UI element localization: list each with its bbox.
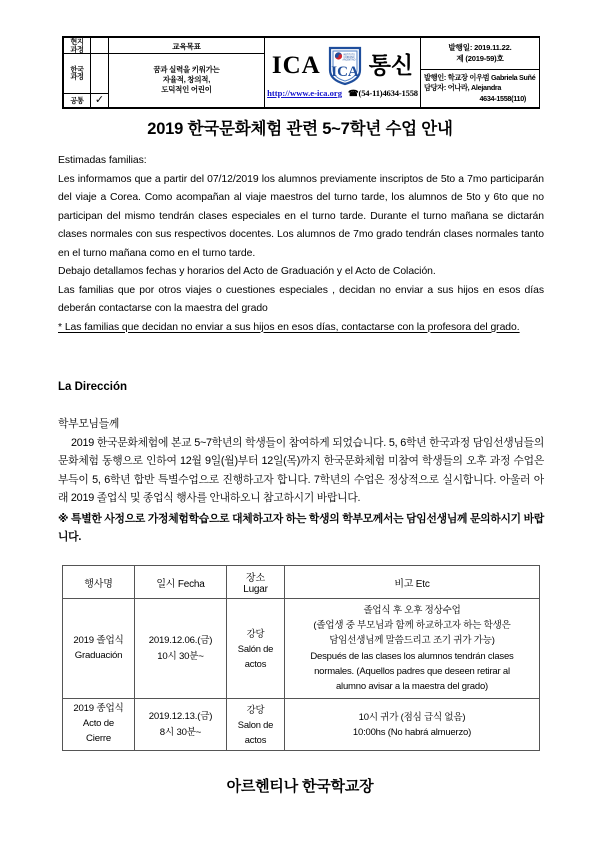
table-row <box>63 599 540 699</box>
publisher-name: 발행인: 학교장 이우범 Gabriela Suñé <box>424 72 536 82</box>
publish-date: 발행일: 2019.11.22. <box>448 43 512 52</box>
col-header-place-l1: 장소 <box>246 573 265 584</box>
ica-shield-logo <box>328 46 362 86</box>
row-1-place-l1: 강당 <box>246 627 265 639</box>
schedule-table <box>62 565 540 751</box>
course-label-local-line1: 현지 <box>70 37 84 46</box>
row-2-event-name-l2: Acto de <box>82 718 115 730</box>
brand-contact <box>265 88 420 102</box>
page-title: 2019 한국문화체험 관련 5~7학년 수업 안내 <box>147 120 453 138</box>
row-2-place <box>227 699 285 751</box>
col-header-event-name-l1: 행사명 <box>84 578 113 590</box>
svg-text:COREANO: COREANO <box>343 55 355 59</box>
course-check-common[interactable]: ✓ <box>91 93 109 108</box>
row-2-place-l2: Salon de <box>237 719 274 731</box>
row-1-place <box>227 599 285 699</box>
col-header-place <box>227 566 285 599</box>
row-2-place-l3: actos <box>244 734 267 746</box>
course-label-local <box>64 38 91 54</box>
row-1-event-name-l2: Graduación <box>74 649 123 661</box>
publication-cell <box>421 38 540 108</box>
course-label-common: 공통 <box>64 93 91 108</box>
schedule-table-wrapper <box>62 565 539 751</box>
education-goal-body <box>109 54 265 108</box>
row-1-place-l3: actos <box>244 658 267 670</box>
course-label-local-line2: 과정 <box>70 44 84 54</box>
row-2-date <box>135 699 227 751</box>
row-2-date-l2: 8시 30분~ <box>159 726 202 738</box>
spanish-paragraph-2: Debajo detallamos fechas y horarios del Acto de Graduación y el Acto de Colación. <box>58 266 436 278</box>
row-1-etc-l6: alumno avisar a la maestra del grado) <box>335 680 489 692</box>
korean-body <box>58 415 544 547</box>
brand-row <box>265 44 420 88</box>
row-1-etc-l3: 담임선생님께 말씀드리고 조기 귀가 가능) <box>329 635 495 647</box>
korean-note-bold: ※ 특별한 사정으로 가정체험학습으로 대체하고자 하는 학생의 학부모께서는 담임선생님께 문의하시기 바랍니다. <box>58 512 544 544</box>
course-check-korean[interactable] <box>91 54 109 93</box>
course-check-local[interactable] <box>91 38 109 54</box>
row-1-date <box>135 599 227 699</box>
course-label-korean-line2: 과정 <box>70 72 84 82</box>
brand-latin-text: ICA <box>271 52 321 80</box>
row-2-event-name <box>63 699 135 751</box>
korean-greeting: 학부모님들께 <box>58 418 120 430</box>
row-1-etc-l4: Después de las clases los alumnos tendrán clases <box>310 650 514 662</box>
col-header-etc <box>285 566 540 599</box>
korean-paragraph-1: 2019 한국문화체험에 본교 5~7학년의 학생들이 참여하게 되었습니다. 5, 6학년 한국과정 담임선생님들의 문화체험 동행으로 인하여 12월 9일(월)부터 12일(목)까지 한국문화체험 미참여 학생들의 오후 과정 수업은 부득이 5, 6학년 합반 특별수업으로 진행하고자 합니다. 7학년의 수업은 정상적으로 실시합니다. 아울러 아래 2019 졸업식 및 종업식 행사를 안내하오니 참고하시기 바랍니다. <box>58 436 544 505</box>
spanish-paragraph-1: Les informamos que a partir del 07/12/2019 los alumnos previamente inscriptos de 5to a 7mo participarán del viaje a Corea. Como acompañan al viaje maestros del turno tarde, los alumnos de 5to y 6to que no participan del mismo tendrán clases especiales en el turno tarde. Durante el turno mañana se dictarán clases normales con sus respectivos docentes. Los alumnos de 7mo grado tendrán clases normales tanto en el turno mañana como en el turno tarde. <box>58 173 544 259</box>
row-1-date-l2: 10시 30분~ <box>157 650 204 662</box>
brand-korean-text: 통신 <box>368 52 414 79</box>
col-header-date <box>135 566 227 599</box>
col-header-event-name <box>63 566 135 599</box>
row-1-etc-l2: (졸업생 중 부모님과 함께 하교하고자 하는 학생은 <box>313 620 511 632</box>
row-1-event-name-l1: 2019 졸업식 <box>73 634 124 646</box>
contact-phone: 4634-1558(110) <box>479 93 526 103</box>
svg-text:ICA: ICA <box>330 63 359 80</box>
masthead <box>62 36 540 109</box>
row-2-etc-l2: 10:00hs (No habrá almuerzo) <box>352 726 472 738</box>
course-label-korean-line1: 한국 <box>70 64 84 74</box>
spanish-paragraph-3: Las familias que por otros viajes o cuestiones especiales , decidan no enviar a sus hijos en esos días deberán contactarse con la maestra del grado <box>58 284 544 315</box>
row-1-event-name <box>63 599 135 699</box>
row-2-date-l1: 2019.12.13.(금) <box>148 711 213 723</box>
publication-date-block <box>421 38 539 70</box>
spanish-greeting: Estimadas familias: <box>58 155 147 166</box>
col-header-etc-l1: 비고 Etc <box>394 578 430 590</box>
row-2-etc-l1: 10시 귀가 (점심 급식 없음) <box>358 711 466 723</box>
education-goal-title: 교육목표 <box>109 38 265 54</box>
masthead-table <box>63 37 540 108</box>
goal-line-3: 도덕적인 어린이 <box>161 85 212 95</box>
row-2-place-l1: 강당 <box>246 704 265 716</box>
row-1-etc <box>285 599 540 699</box>
table-header-row <box>63 566 540 599</box>
table-row <box>63 699 540 751</box>
svg-text:ARGENTINO: ARGENTINO <box>342 58 356 62</box>
goal-line-1: 꿈과 실력을 키워가는 <box>153 65 220 75</box>
row-2-event-name-l1: 2019 종업식 <box>73 703 124 715</box>
document-footer: 아르헨티나 한국학교장 <box>226 778 374 795</box>
col-header-place-l2: Lugar <box>243 584 268 595</box>
contact-person: 담당자: 어나라, Alejandra <box>424 83 502 93</box>
course-label-korean <box>64 54 91 93</box>
spanish-paragraph-4-underlined: * Las familias que decidan no enviar a sus hijos en esos días, contactarse con la profesora del grado. <box>58 321 520 333</box>
row-1-date-l1: 2019.12.06.(금) <box>148 635 213 647</box>
row-1-etc-l1: 졸업식 후 오후 정상수업 <box>363 605 461 616</box>
row-2-event-name-l3: Cierre <box>86 733 111 745</box>
school-website-link[interactable]: http://www.e-ica.org <box>267 88 343 99</box>
publisher-block <box>421 70 539 107</box>
row-2-etc <box>285 699 540 751</box>
spanish-signature: La Dirección <box>58 381 128 393</box>
svg-text:INSTITUTO: INSTITUTO <box>342 52 355 56</box>
spanish-body <box>58 152 544 337</box>
row-1-etc-l5: normales. (Aquellos padres que deseen retirar al <box>314 665 510 677</box>
school-phone: ☎(54-11)4634-1558 <box>348 87 418 98</box>
issue-number: 제 (2019-59)호 <box>456 54 504 64</box>
brand-cell <box>265 38 421 108</box>
goal-line-2: 자율적, 창의적, <box>162 75 211 85</box>
row-1-place-l2: Salón de <box>237 643 274 655</box>
col-header-date-l1: 일시 Fecha <box>156 578 205 590</box>
